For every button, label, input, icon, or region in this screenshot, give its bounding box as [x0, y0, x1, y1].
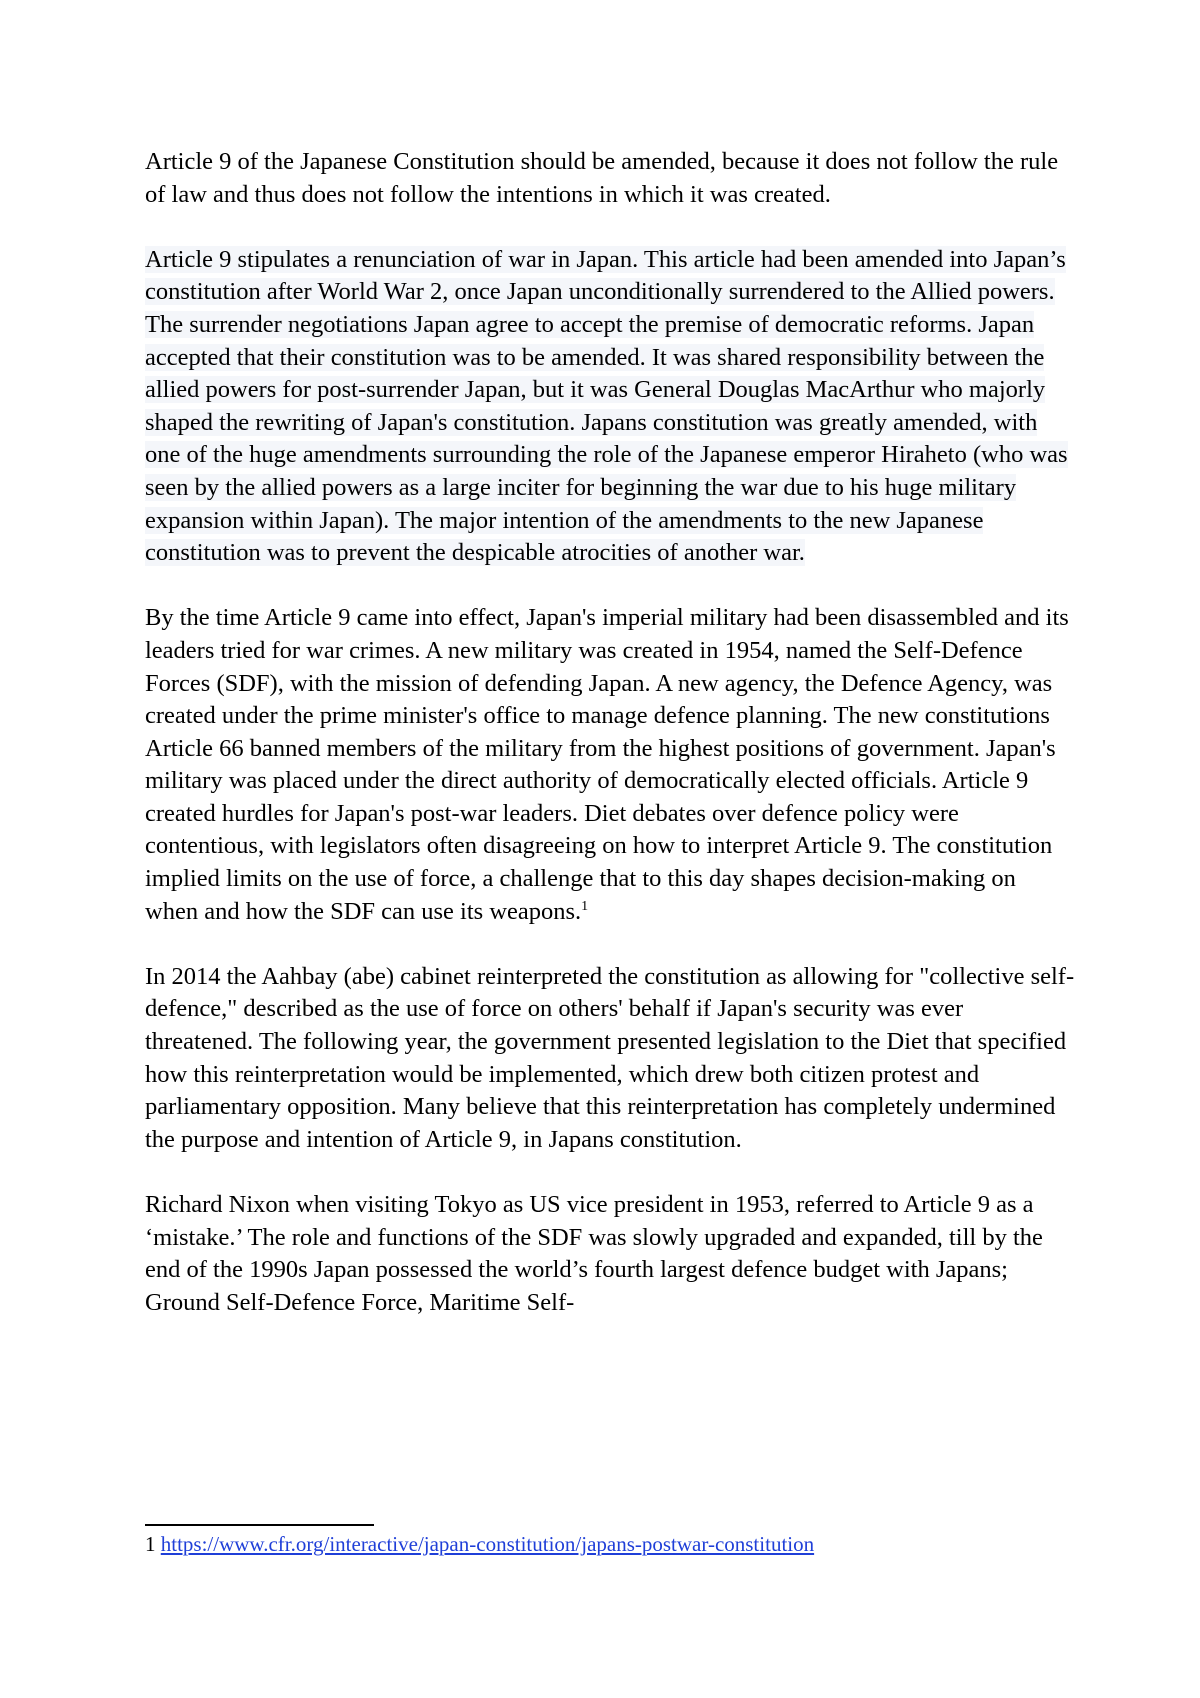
paragraph-sdf-text: By the time Article 9 came into effect, Japan's imperial military had been disassembled and its leaders tried for war crimes. A new military was created in 1954, named the Self-Defence Forces (SDF), with the mission of defending Japan. A new agency, the Defence Agency, was created under the prime minister's office to manage defence planning. The new constitutions Article 66 banned members of the military from the highest positions of government. Japan's military was placed under the direct authority of democratically elected officials. Article 9 created hurdles for Japan's post-war leaders. Diet debates over defence policy were contentious, with legislators often disagreeing on how to interpret Article 9. The constitution implied limits on the use of force, a challenge that to this day shapes decision-making on when and how the SDF can use its weapons. [145, 604, 1069, 925]
paragraph-history-text: Article 9 stipulates a renunciation of war in Japan. This article had been amended into Japan’s constitution after World War 2, once Japan unconditionally surrendered to the Allied powers. The surrender negotiations Japan agree to accept the premise of democratic reforms. Japan accepted that their constitution was to be amended. It was shared responsibility between the allied powers for post-surrender Japan, but it was General Douglas MacArthur who majorly shaped the rewriting of Japan's constitution. Japans constitution was greatly amended, with one of the huge amendments surrounding the role of the Japanese emperor Hiraheto (who was seen by the allied powers as a large inciter for beginning the war due to his huge military expansion within Japan). The major intention of the amendments to the new Japanese constitution was to prevent the despicable atrocities of another war. [145, 245, 1068, 567]
footnote [145, 1530, 814, 1558]
footnote-separator [145, 1524, 374, 1526]
footnote-number: 1 [145, 1532, 156, 1556]
footnote-reference[interactable]: 1 [581, 898, 589, 914]
paragraph-sdf [145, 602, 1075, 928]
paragraph-reinterpretation: In 2014 the Aahbay (abe) cabinet reinterpreted the constitution as allowing for "collective self-defence," described as the use of force on others' behalf if Japan's security was ever threatened. The following year, the government presented legislation to the Diet that specified how this reinterpretation would be implemented, which drew both citizen protest and parliamentary opposition. Many believe that this reinterpretation has completely undermined the purpose and intention of Article 9, in Japans constitution. [145, 962, 1075, 1153]
footnote-link[interactable]: https://www.cfr.org/interactive/japan-constitution/japans-postwar-constitution [160, 1532, 815, 1556]
paragraph-nixon: Richard Nixon when visiting Tokyo as US vice president in 1953, referred to Article 9 as a ‘mistake.’ The role and functions of the SDF was slowly upgraded and expanded, till by the end of the 1990s Japan possessed the world’s fourth largest defence budget with Japans; Ground Self-Defence Force, Maritime Self- [145, 1191, 1043, 1316]
document-body [145, 146, 1075, 1319]
paragraph-history [145, 244, 1075, 570]
paragraph-thesis: Article 9 of the Japanese Constitution should be amended, because it does not follow the rule of law and thus does not follow the intentions in which it was created. [145, 148, 1059, 208]
